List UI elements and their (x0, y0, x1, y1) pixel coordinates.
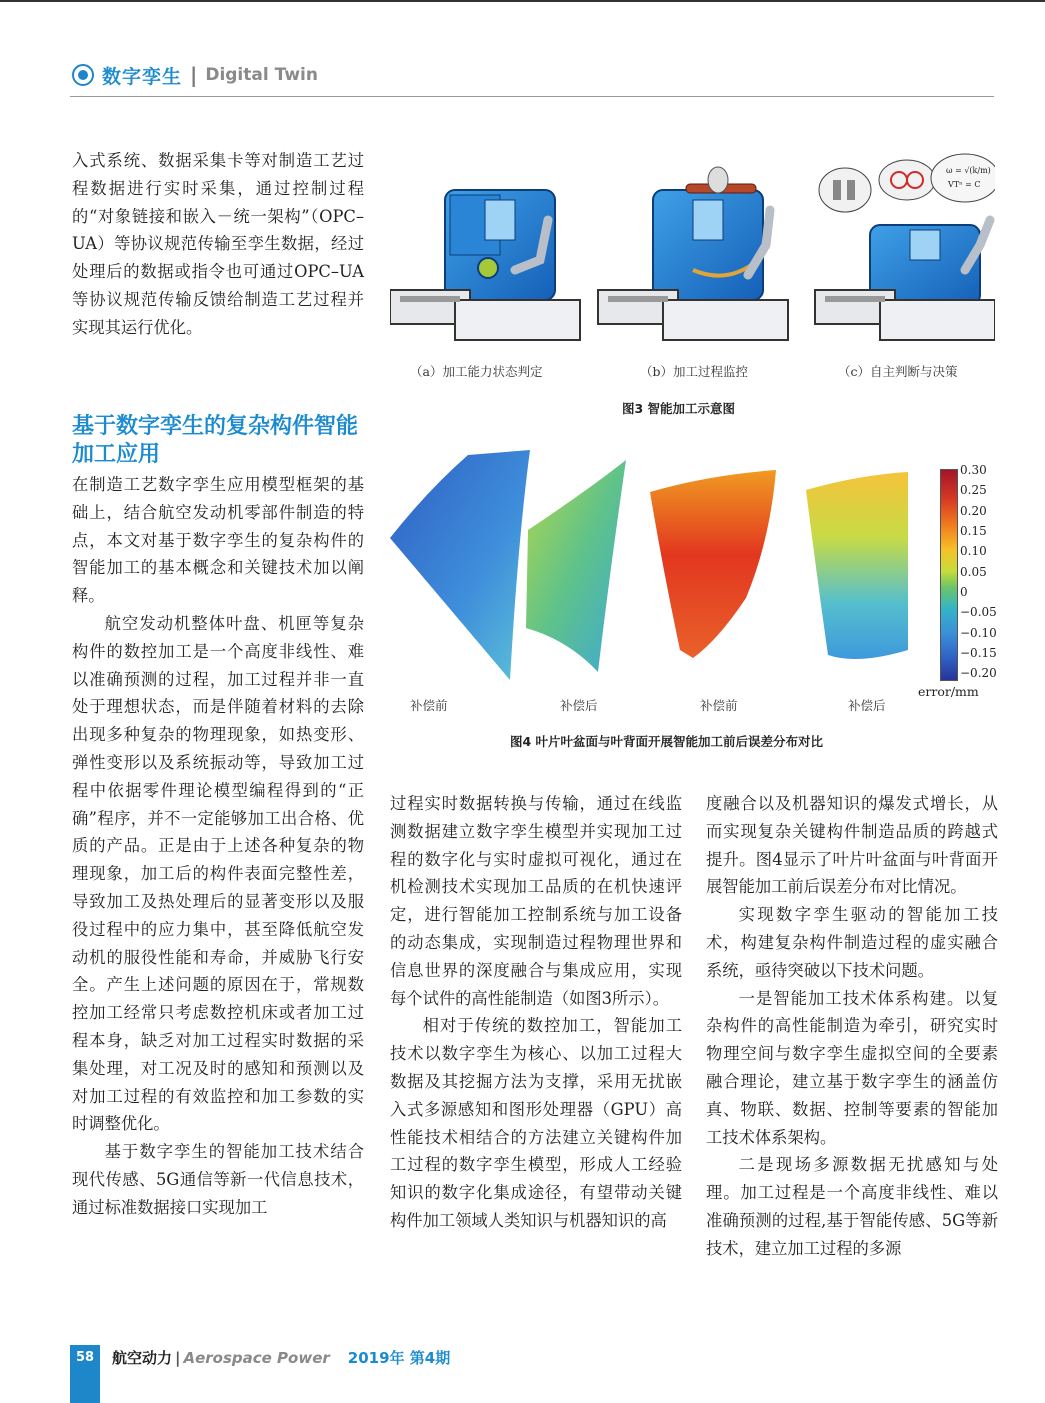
figure-4-label-3: 补偿前 (700, 698, 738, 713)
figure-3-machining-illustration (390, 150, 995, 360)
blade-1-before (390, 450, 530, 680)
paragraph: 一是智能加工技术体系构建。以复杂构件的高性能制造为牵引，研究实时物理空间与数字孪生虚拟空间的全要素融合理论，建立基于数字孪生的涵盖仿真、物联、数据、控制等要素的智能加工技术体系架构。 (706, 988, 998, 1147)
colorbar-tick: 0.15 (960, 524, 987, 538)
machine-b-illustration (598, 167, 788, 340)
colorbar-tick: −0.05 (960, 605, 997, 619)
paragraph: 相对于传统的数控加工，智能加工技术以数字孪生为核心、以加工过程大数据及其挖掘方法为支撑，采用无扰嵌入式多源感知和图形处理器（GPU）高性能技术相结合的方法建立关键构件加工过程的数字孪生模型，形成人工经验知识的数字化集成途径，有望带动关键构件加工领域人类知识与机器知识的高 (390, 1016, 682, 1230)
error-colorbar (940, 469, 958, 681)
figure-3a-caption: （a）加工能力状态判定 (410, 364, 543, 379)
colorbar-tick: 0.05 (960, 565, 987, 579)
header-section-cn: 数字孪生 (102, 65, 183, 88)
formula-taylor: VTⁿ = C (948, 180, 981, 189)
paragraph: 在制造工艺数字孪生应用模型框架的基础上，结合航空发动机零部件制造的特点，本文对基于数字孪生的复杂构件的智能加工的基本概念和关键技术加以阐释。 (72, 475, 364, 606)
colorbar-tick: 0 (960, 585, 968, 599)
figure-4-label-4: 补偿后 (848, 698, 886, 713)
colorbar-tick: 0.20 (960, 504, 987, 518)
figure-3b-caption: （b）加工过程监控 (640, 364, 749, 379)
paragraph: 度融合以及机器知识的爆发式增长，从而实现复杂关键构件制造品质的跨越式提升。图4显示了叶片叶盆面与叶背面开展智能加工前后误差分布对比情况。 (706, 794, 998, 897)
paragraph: 基于数字孪生的智能加工技术结合现代传感、5G通信等新一代信息技术，通过标准数据接口实现加工 (72, 1142, 364, 1217)
header-section-en: Digital Twin (205, 65, 318, 85)
section-title: 基于数字孪生的复杂构件智能加工应用 (72, 414, 359, 467)
top-border (0, 0, 1045, 2)
paragraph: 过程实时数据转换与传输，通过在线监测数据建立数字孪生模型并实现加工过程的数字化与实时虚拟可视化，通过在机检测技术实现加工品质的在机快速评定，进行智能加工控制系统与加工设备的动态集成，实现制造过程物理世界和信息世界的深度融合与集成应用，实现每个试件的高性能制造（如图3所示）。 (390, 794, 682, 1008)
footer-journal-en: Aerospace Power (183, 1348, 330, 1367)
blade-4-after (806, 472, 908, 659)
figure-4-label-2: 补偿后 (560, 698, 598, 713)
header-separator: | (190, 63, 198, 87)
footer-journal-cn: 航空动力 (112, 1349, 173, 1367)
paragraph: 实现数字孪生驱动的智能加工技术，构建复杂构件制造过程的虚实融合系统，亟待突破以下技术问题。 (706, 905, 998, 980)
digital-twin-logo-icon (72, 64, 94, 86)
column-1-top-text (72, 147, 364, 342)
blade-2-after (526, 460, 626, 672)
colorbar-unit: error/mm (918, 684, 979, 699)
paragraph: 二是现场多源数据无扰感知与处理。加工过程是一个高度非线性、难以准确预测的过程,基于智能传感、5G等新技术，建立加工过程的多源 (706, 1155, 998, 1258)
figure-4-caption: 图4 叶片叶盆面与叶背面开展智能加工前后误差分布对比 (510, 734, 824, 749)
colorbar-tick: 0.25 (960, 483, 987, 497)
figure-4-label-1: 补偿前 (410, 698, 448, 713)
running-footer (112, 1347, 450, 1368)
colorbar-tick: −0.15 (960, 646, 997, 660)
figure-3-caption: 图3 智能加工示意图 (622, 401, 736, 416)
figure-3c-caption: （c）自主判断与决策 (838, 364, 958, 379)
column-3-body (706, 790, 998, 1263)
blade-3-before (650, 470, 776, 658)
colorbar-tick: 0.10 (960, 544, 987, 558)
paragraph: 航空发动机整体叶盘、机匣等复杂构件的数控加工是一个高度非线性、难以准确预测的过程，加工过程并非一直处于理想状态，而是伴随着材料的去除出现多种复杂的物理现象，如热变形、弹性变形以及系统振动等，导致加工过程中依据零件理论模型编程得到的“正确”程序，并不一定能够加工出合格、优质的产品。正是由于上述各种复杂的物理现象，加工后的构件表面完整性差，导致加工及热处理后的显著变形以及服役过程中的应力集中，甚至降低航空发动机的服役性能和寿命，并威胁飞行安全。产生上述问题的原因在于，常规数控加工经常只考虑数控机床或者加工过程本身，缺乏对加工过程实时数据的采集处理，对工况及时的感知和预测以及对加工过程的有效监控和加工参数的实时调整优化。 (72, 613, 364, 1134)
column-2-body (390, 790, 682, 1235)
formula-omega: ω = √(k/m) (946, 166, 991, 175)
figure-4-error-maps (388, 450, 908, 690)
footer-issue: 2019年 第4期 (347, 1349, 451, 1367)
column-1-body (72, 471, 364, 1222)
footer-separator: | (175, 1348, 181, 1367)
colorbar-tick: −0.20 (960, 666, 997, 680)
machine-a-illustration (390, 190, 580, 340)
colorbar-tick: −0.10 (960, 626, 997, 640)
machine-c-illustration (815, 154, 995, 340)
header-rule (70, 96, 994, 97)
page-number: 58 (75, 1350, 95, 1365)
colorbar-tick: 0.30 (960, 463, 987, 477)
running-header (72, 60, 318, 90)
paragraph: 入式系统、数据采集卡等对制造工艺过程数据进行实时采集，通过控制过程的“对象链接和嵌入－统一架构”（OPC–UA）等协议规范传输至孪生数据，经过处理后的数据或指令也可通过OPC–UA等协议规范传输反馈给制造工艺过程并实现其运行优化。 (72, 151, 364, 337)
